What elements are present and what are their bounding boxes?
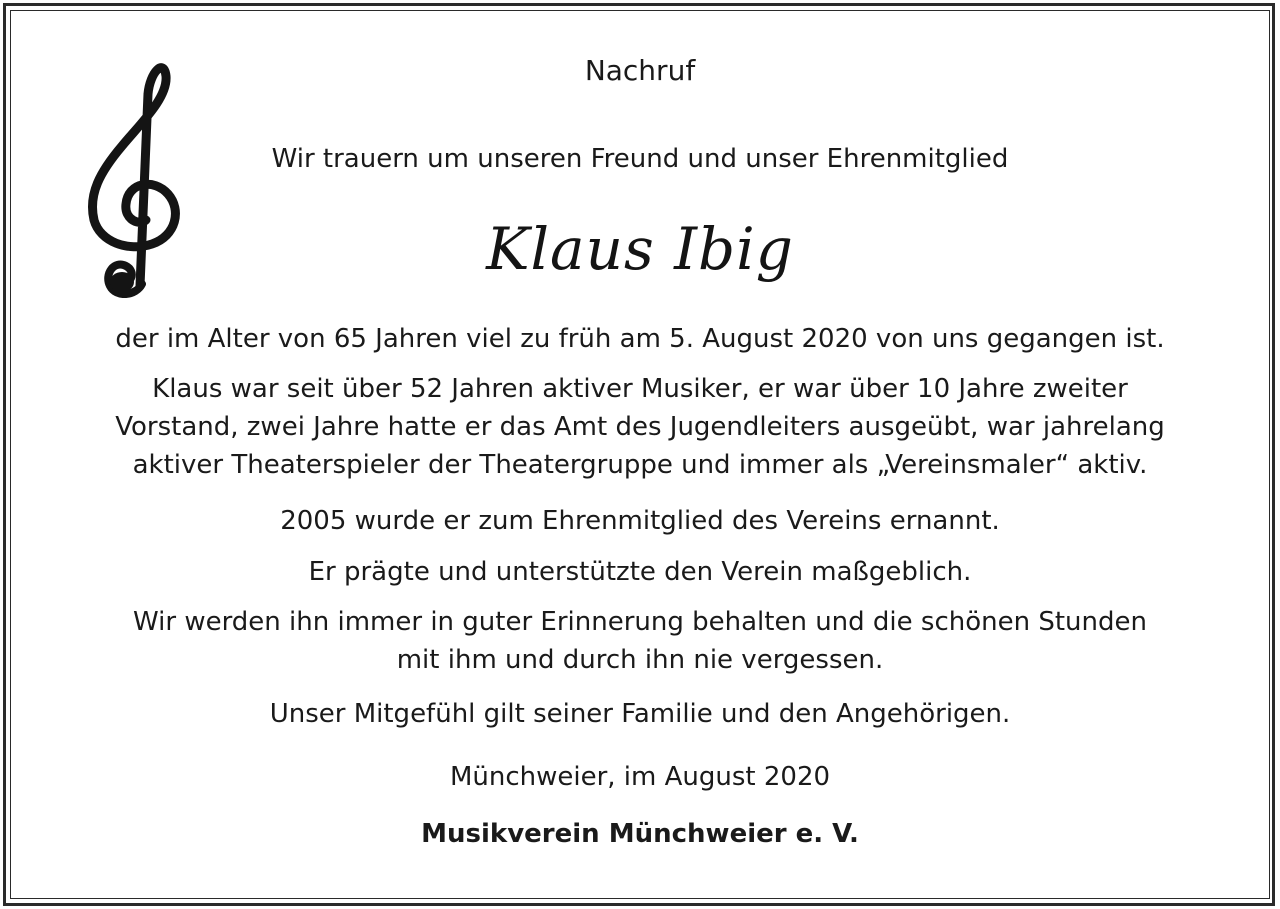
paragraph-5-line-1: Wir werden ihn immer in guter Erinnerung behalten und die schönen Stunden — [133, 607, 1147, 637]
paragraph-6: Unser Mitgefühl gilt seiner Familie und den Angehörigen. — [269, 699, 1011, 729]
paragraph-1: der im Alter von 65 Jahren viel zu früh am 5. August 2020 von uns gegangen ist. — [115, 324, 1165, 354]
place-date: Münchweier, im August 2020 — [449, 762, 831, 792]
paragraph-2-line-3: aktiver Theaterspieler der Theatergruppe und immer als „Vereinsmaler“ aktiv. — [132, 450, 1148, 480]
paragraph-5 — [0, 603, 1280, 679]
paragraph-2-line-1: Klaus war seit über 52 Jahren aktiver Musiker, er war über 10 Jahre zweiter — [152, 374, 1128, 404]
paragraph-4: Er prägte und unterstützte den Verein maßgeblich. — [308, 557, 972, 587]
heading: Nachruf — [584, 54, 696, 87]
intro-text: Wir trauern um unseren Freund und unser Ehrenmitglied — [271, 144, 1009, 174]
paragraph-3: 2005 wurde er zum Ehrenmitglied des Vereins ernannt. — [280, 506, 1000, 536]
paragraph-2 — [0, 370, 1280, 484]
paragraph-2-line-2: Vorstand, zwei Jahre hatte er das Amt des Jugendleiters ausgeübt, war jahrelang — [115, 412, 1165, 442]
signature: Musikverein Münchweier e. V. — [421, 819, 859, 849]
paragraph-5-line-2: mit ihm und durch ihn nie vergessen. — [396, 645, 884, 675]
deceased-name: Klaus Ibig — [486, 215, 794, 283]
